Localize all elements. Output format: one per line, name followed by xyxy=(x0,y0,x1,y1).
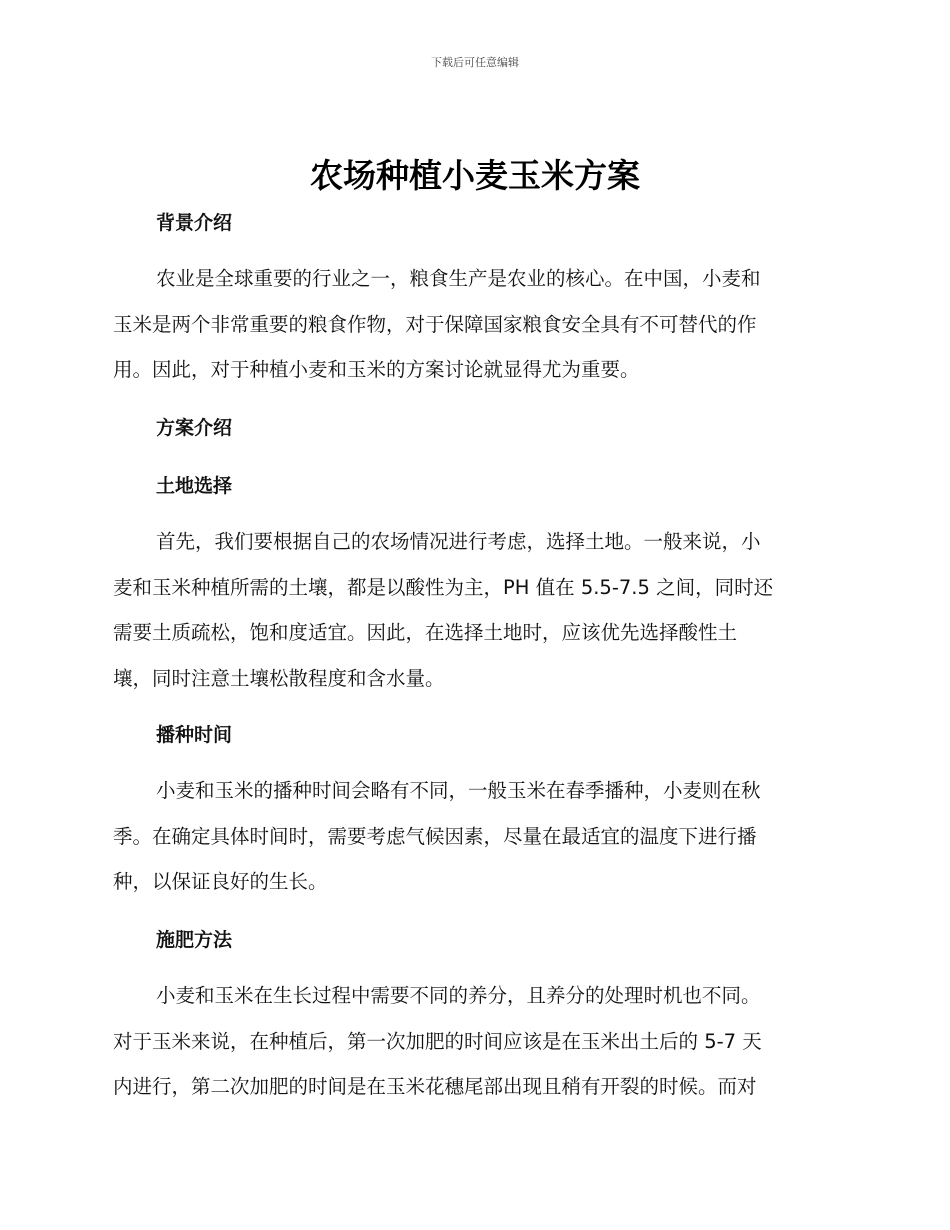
paragraph-line: 麦和玉米种植所需的土壤，都是以酸性为主，PH 值在 5.5-7.5 之间，同时还 xyxy=(113,575,774,599)
paragraph-line: 种，以保证良好的生长。 xyxy=(113,870,328,893)
section-heading-land: 土地选择 xyxy=(156,475,233,497)
paragraph-line: 对于玉米来说，在种植后，第一次加肥的时间应该是在玉米出土后的 5-7 天 xyxy=(113,1029,762,1053)
section-heading-plan: 方案介绍 xyxy=(156,417,233,439)
section-heading-fertilizer: 施肥方法 xyxy=(156,929,233,951)
paragraph-sowing xyxy=(113,768,831,905)
paragraph-line: 小麦和玉米的播种时间会略有不同，一般玉米在春季播种，小麦则在秋 xyxy=(156,779,761,802)
paragraph-line: 小麦和玉米在生长过程中需要不同的养分，且养分的处理时机也不同。 xyxy=(156,984,761,1007)
paragraph-line: 用。因此，对于种植小麦和玉米的方案讨论就显得尤为重要。 xyxy=(113,358,640,381)
paragraph-line: 壤，同时注意土壤松散程度和含水量。 xyxy=(113,666,445,690)
section-heading-background: 背景介绍 xyxy=(156,212,233,234)
paragraph-line: 农业是全球重要的行业之一，粮食生产是农业的核心。在中国，小麦和 xyxy=(156,267,761,290)
page-header-note: 下载后可任意编辑 xyxy=(431,56,519,69)
document-title: 农场种植小麦玉米方案 xyxy=(310,156,640,195)
paragraph-fertilizer xyxy=(113,973,831,1110)
section-heading-sowing: 播种时间 xyxy=(156,724,233,746)
paragraph-line: 玉米是两个非常重要的粮食作物，对于保障国家粮食安全具有不可替代的作 xyxy=(113,312,757,336)
paragraph-line: 首先，我们要根据自己的农场情况进行考虑，选择土地。一般来说，小 xyxy=(156,530,761,553)
paragraph-line: 内进行，第二次加肥的时间是在玉米花穗尾部出现且稍有开裂的时候。而对 xyxy=(113,1075,757,1098)
paragraph-background xyxy=(113,256,831,393)
paragraph-land xyxy=(113,519,831,701)
paragraph-line: 需要土质疏松，饱和度适宜。因此，在选择土地时，应该优先选择酸性土 xyxy=(113,621,738,644)
paragraph-line: 季。在确定具体时间时，需要考虑气候因素，尽量在最适宜的温度下进行播 xyxy=(113,824,757,848)
